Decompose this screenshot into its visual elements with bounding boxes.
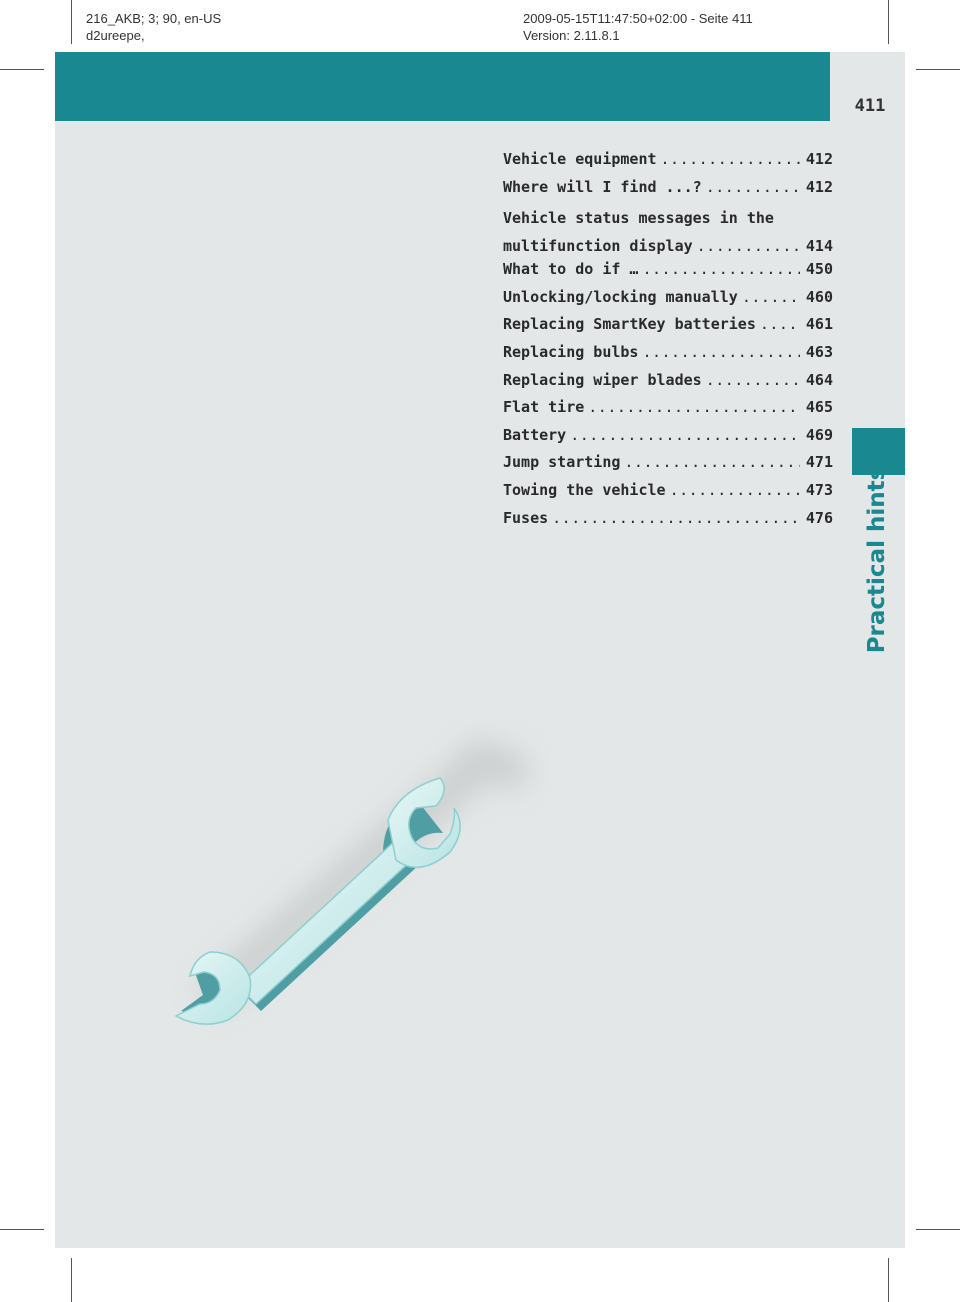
crop-mark	[916, 1229, 960, 1230]
toc-entry[interactable]	[503, 315, 833, 343]
table-of-contents	[503, 150, 833, 536]
crop-mark	[888, 1258, 889, 1302]
leader-dots	[642, 260, 799, 278]
leader-dots	[760, 315, 800, 333]
toc-entry-page: 414	[805, 237, 833, 256]
toc-entry-title: multifunction display	[503, 237, 693, 256]
header-bar	[55, 52, 830, 121]
print-meta-right	[523, 10, 753, 44]
leader-dots	[570, 426, 800, 444]
toc-entry-page: 461	[805, 315, 833, 334]
leader-dots	[706, 178, 800, 196]
leader-dots	[588, 398, 800, 416]
leader-dots	[624, 453, 800, 471]
toc-entry-page: 460	[805, 287, 833, 306]
crop-mark	[888, 0, 889, 44]
toc-entry[interactable]	[503, 453, 833, 481]
toc-entry[interactable]	[503, 509, 833, 537]
crop-mark	[71, 1258, 72, 1302]
print-meta-line: d2ureepe,	[86, 28, 145, 43]
toc-entry[interactable]	[503, 205, 833, 260]
toc-entry-title: Vehicle equipment	[503, 150, 657, 168]
print-meta-line: 216_AKB; 3; 90, en-US	[86, 11, 222, 26]
wrench-icon	[150, 720, 550, 1050]
print-meta-line: Version: 2.11.8.1	[523, 28, 620, 43]
leader-dots	[670, 481, 800, 499]
toc-entry[interactable]	[503, 371, 833, 399]
toc-entry-title: Battery	[503, 425, 567, 444]
toc-entry-page: 450	[805, 260, 833, 279]
toc-entry-title: Towing the vehicle	[503, 480, 666, 499]
crop-mark	[0, 1229, 44, 1230]
leader-dots	[642, 343, 799, 361]
toc-entry-title: Replacing wiper blades	[503, 370, 702, 389]
toc-entry[interactable]	[503, 398, 833, 426]
section-label: Practical hints	[864, 466, 890, 654]
leader-dots	[697, 237, 800, 255]
print-meta-left	[86, 10, 221, 44]
crop-mark	[71, 0, 72, 44]
toc-entry[interactable]	[503, 426, 833, 454]
toc-entry-title-line1: Vehicle status messages in the	[503, 209, 774, 228]
toc-entry[interactable]	[503, 288, 833, 316]
toc-entry-page: 463	[805, 342, 833, 361]
print-meta-line: 2009-05-15T11:47:50+02:00 - Seite 411	[523, 11, 753, 26]
toc-entry-title: Where will I find ...?	[503, 177, 702, 196]
toc-entry-page: 412	[805, 150, 833, 168]
toc-entry-title: Fuses	[503, 508, 549, 527]
toc-entry[interactable]	[503, 343, 833, 371]
leader-dots	[661, 150, 800, 168]
leader-dots	[552, 509, 800, 527]
toc-entry-page: 471	[805, 453, 833, 472]
toc-entry-title: What to do if …	[503, 260, 639, 279]
toc-entry[interactable]	[503, 178, 833, 206]
toc-entry-title: Flat tire	[503, 398, 585, 417]
leader-dots	[742, 288, 800, 306]
toc-entry-page: 473	[805, 480, 833, 499]
toc-entry-title: Unlocking/locking manually	[503, 287, 738, 306]
page-number: 411	[854, 96, 886, 116]
leader-dots	[706, 371, 800, 389]
toc-entry[interactable]	[503, 150, 833, 178]
crop-mark	[916, 69, 960, 70]
toc-entry[interactable]	[503, 481, 833, 509]
toc-entry-page: 464	[805, 370, 833, 389]
toc-entry-page: 465	[805, 398, 833, 417]
toc-entry-page: 469	[805, 425, 833, 444]
toc-entry-title: Jump starting	[503, 453, 621, 472]
crop-mark	[0, 69, 44, 70]
toc-entry-title: Replacing bulbs	[503, 342, 639, 361]
toc-entry[interactable]	[503, 260, 833, 288]
toc-entry-title: Replacing SmartKey batteries	[503, 315, 756, 334]
toc-entry-page: 412	[805, 177, 833, 196]
toc-entry-page: 476	[805, 508, 833, 527]
